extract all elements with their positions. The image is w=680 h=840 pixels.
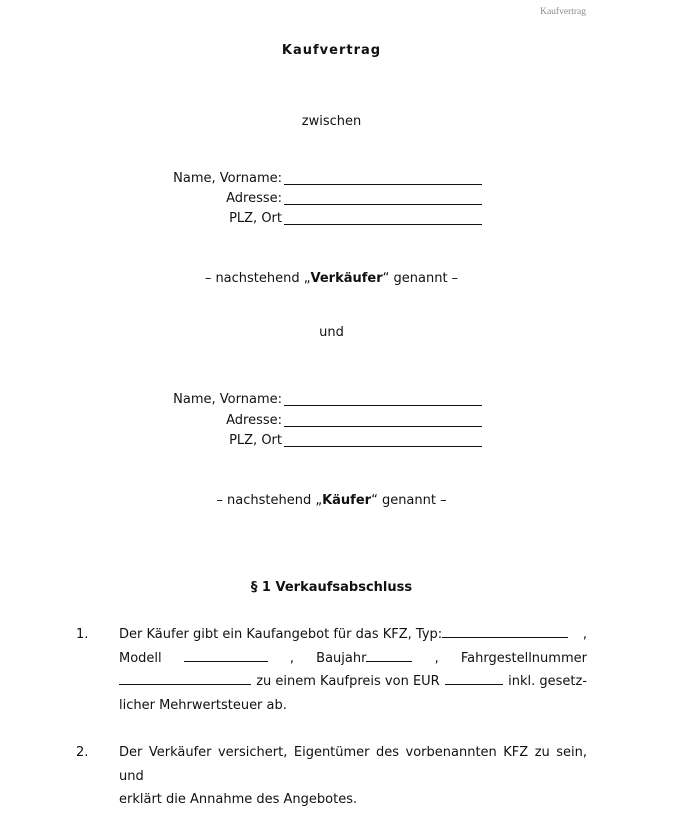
and-label: und: [319, 325, 344, 340]
vehicle-type-field[interactable]: [442, 626, 568, 638]
buyer-note-suffix: “ genannt –: [371, 493, 447, 508]
document-title: Kaufvertrag: [281, 43, 382, 58]
item-1-line-3: [119, 670, 587, 694]
buyer-zip-label: PLZ, Ort: [229, 433, 282, 448]
buyer-zip-field[interactable]: [284, 446, 482, 447]
item-2-line-1: Der Verkäufer versichert, Eigentümer des vorbenannten KFZ zu sein, und: [119, 745, 587, 784]
seller-address-label: Adresse:: [226, 191, 282, 206]
buyer-name-label: Name, Vorname:: [173, 392, 282, 407]
item-2-paragraph: [119, 741, 587, 812]
item-1-line-2: [119, 647, 587, 671]
buyer-designation: [0, 493, 663, 508]
item-1-comma-2: ,: [434, 650, 439, 666]
item-1-line1-text: Der Käufer gibt ein Kaufangebot für das KFZ, Typ:: [119, 627, 443, 642]
item-1-paragraph: [119, 623, 587, 717]
buyer-address-field[interactable]: [284, 426, 482, 427]
between-label: zwischen: [301, 114, 362, 129]
price-text: zu einem Kaufpreis von EUR: [256, 674, 440, 689]
item-1-number: 1.: [76, 627, 89, 642]
seller-zip-field[interactable]: [284, 224, 482, 225]
item-1-line-1: [119, 623, 587, 647]
buyer-address-label: Adresse:: [226, 413, 282, 428]
vin-field[interactable]: [119, 673, 251, 685]
buyer-name-field[interactable]: [284, 405, 482, 406]
item-1-line-4: licher Mehrwertsteuer ab.: [119, 697, 287, 713]
item-1-line1-end: ,: [582, 627, 587, 642]
section-1-title: § 1 Verkaufsabschluss: [250, 580, 413, 595]
price-field[interactable]: [445, 673, 503, 685]
vat-text: inkl. gesetz-: [508, 674, 587, 689]
buyer-note-bold: Käufer: [322, 493, 372, 508]
seller-name-label: Name, Vorname:: [173, 171, 282, 186]
vin-label: Fahrgestellnummer: [460, 650, 587, 666]
seller-note-prefix: – nachstehend „: [204, 271, 311, 286]
item-2-number: 2.: [76, 745, 89, 760]
item-1-comma-1: ,: [289, 650, 295, 666]
running-header: Kaufvertrag: [540, 7, 586, 17]
seller-zip-label: PLZ, Ort: [229, 211, 282, 226]
year-label: Baujahr: [316, 650, 367, 666]
item-2-line-2: erklärt die Annahme des Angebotes.: [119, 792, 358, 807]
seller-name-field[interactable]: [284, 184, 482, 185]
seller-designation: [0, 271, 663, 286]
seller-note-suffix: “ genannt –: [382, 271, 459, 286]
seller-note-bold: Verkäufer: [310, 271, 383, 286]
model-field[interactable]: [184, 650, 268, 662]
buyer-note-prefix: – nachstehend „: [216, 493, 323, 508]
model-label: Modell: [119, 650, 162, 666]
year-field[interactable]: [366, 650, 412, 662]
seller-address-field[interactable]: [284, 204, 482, 205]
